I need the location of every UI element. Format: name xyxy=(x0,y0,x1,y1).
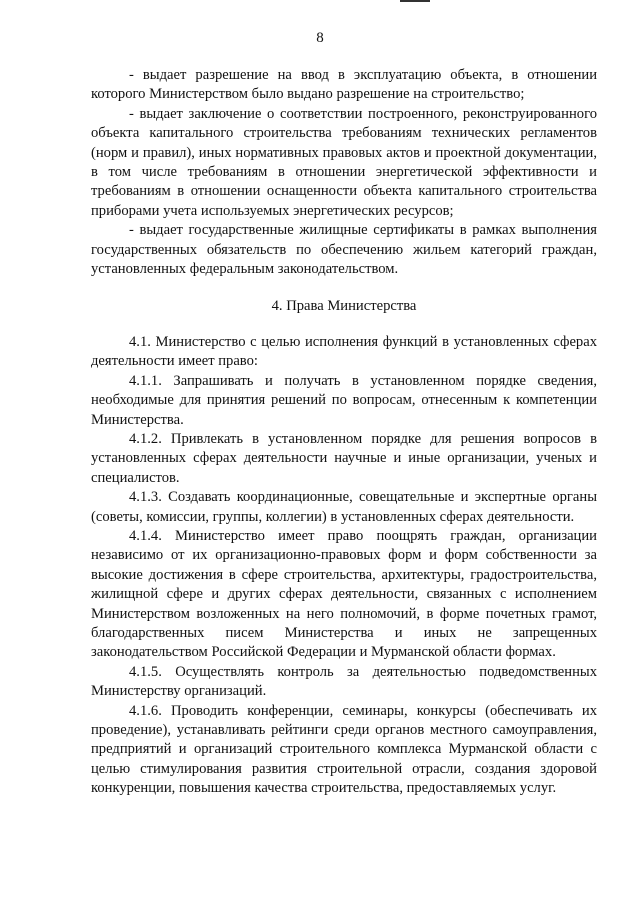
clause-paragraph: 4.1.6. Проводить конференции, семинары, конкурсы (обеспечивать их проведение), устанавливать рейтинги среди органов местного самоуправления, предприятий и организаций строительного комплекса Мурманской области с целью стимулирования развития строительной отрасли, создания здоровой конкуренции, повышения качества строительства, предоставляемых услуг. xyxy=(91,702,597,797)
bullet-paragraph: - выдает заключение о соответствии построенного, реконструированного объекта капитального строительства требованиям технических регламентов (норм и правил), иных нормативных правовых актов и проектной документации, в том числе требованиям в отношении энергетической эффективности и требованиям в отношении оснащенности объекта капитального строительства приборами учета используемых энергетических ресурсов; xyxy=(91,105,597,219)
clause-paragraph: 4.1.5. Осуществлять контроль за деятельностью подведомственных Министерству организаций. xyxy=(91,663,597,700)
clause-paragraph: 4.1. Министерство с целью исполнения функций в установленных сферах деятельности имеет право: xyxy=(91,333,597,370)
clause-paragraph: 4.1.2. Привлекать в установленном порядке для решения вопросов в установленных сферах деятельности научные и иные организации, ученых и специалистов. xyxy=(91,430,597,486)
bullet-paragraph: - выдает государственные жилищные сертификаты в рамках выполнения государственных обязательств по обеспечению жильем категорий граждан, установленных федеральным законодательством. xyxy=(91,222,597,278)
top-edge-mark xyxy=(400,0,430,2)
clause-paragraph: 4.1.1. Запрашивать и получать в установленном порядке сведения, необходимые для принятия решений по вопросам, отнесенным к компетенции Министерства. xyxy=(91,372,597,428)
section-heading: 4. Права Министерства xyxy=(271,298,417,315)
document-body xyxy=(91,66,597,799)
clause-paragraph: 4.1.4. Министерство имеет право поощрять граждан, организации независимо от их организационно-правовых форм и форм собственности за высокие достижения в сфере строительства, архитектуры, градостроительства, жилищной сфере и других сферах деятельности, связанных с исполнением Министерством возложенных на него полномочий, в форме почетных грамот, благодарственных писем Министерства и иных не запрещенных законодательством Российской Федерации и Мурманской области формах. xyxy=(91,527,597,661)
clause-paragraph: 4.1.3. Создавать координационные, совещательные и экспертные органы (советы, комиссии, группы, коллегии) в установленных сферах деятельности. xyxy=(91,489,597,525)
page-number: 8 xyxy=(316,30,324,46)
bullet-paragraph: - выдает разрешение на ввод в эксплуатацию объекта, в отношении которого Министерством было выдано разрешение на строительство; xyxy=(91,67,597,103)
